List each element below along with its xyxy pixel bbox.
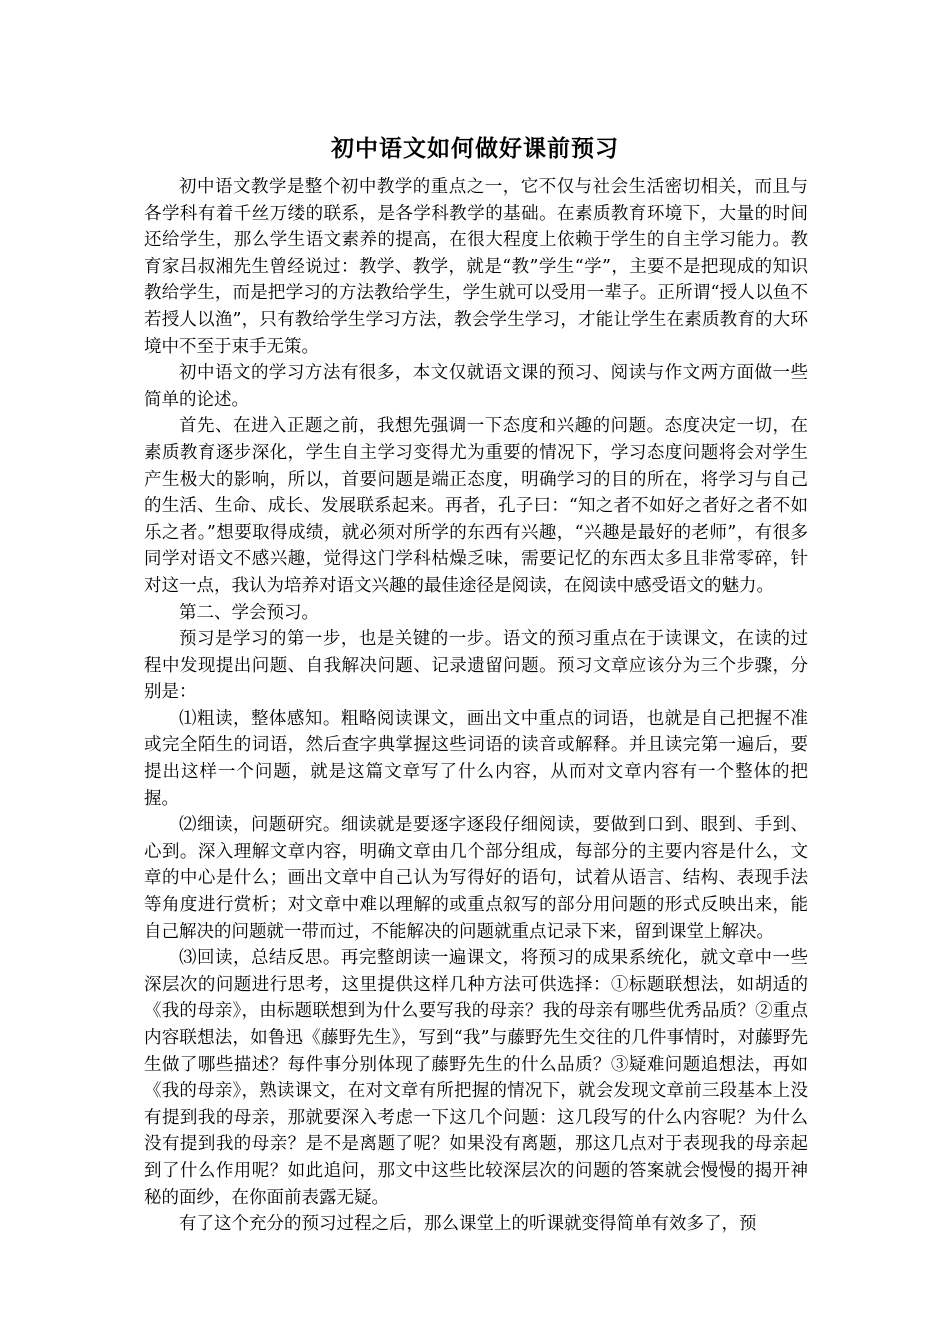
paragraph: ⑵细读，问题研究。细读就是要逐字逐段仔细阅读，要做到口到、眼到、手到、心到。深入理解文章内容，明确文章由几个部分组成，每部分的主要内容是什么，文章的中心是什么；画出文章中自己认为写得好的语句，试着从语言、结构、表现手法等角度进行赏析；对文章中难以理解的或重点叙写的部分用问题的形式反映出来，能自己解决的问题就一带而过，不能解决的问题就重点记录下来，留到课堂上解决。 bbox=[144, 815, 808, 942]
paragraph: ⑴粗读，整体感知。粗略阅读课文，画出文中重点的词语，也就是自己把握不准或完全陌生的词语，然后查字典掌握这些词语的读音或解释。并且读完第一遍后，要提出这样一个问题，就是这篇文章写了什么内容，从而对文章内容有一个整体的把握。 bbox=[144, 708, 808, 809]
paragraph: 预习是学习的第一步，也是关键的一步。语文的预习重点在于读课文，在读的过程中发现提出问题、自我解决问题、记录遗留问题。预习文章应该分为三个步骤，分别是： bbox=[144, 629, 808, 703]
paragraph: 初中语文教学是整个初中教学的重点之一，它不仅与社会生活密切相关，而且与各学科有着千丝万缕的联系，是各学科教学的基础。在素质教育环境下，大量的时间还给学生，那么学生语文素养的提高，在很大程度上依赖于学生的自主学习能力。教育家吕叔湘先生曾经说过：教学、教学，就是“教”学生“学”，主要不是把现成的知识教给学生，而是把学习的方法教给学生，学生就可以受用一辈子。正所谓“授人以鱼不若授人以渔”，只有教给学生学习方法，教会学生学习，才能让学生在素质教育的大环境中不至于束手无策。 bbox=[144, 177, 808, 357]
paragraph: 初中语文的学习方法有很多，本文仅就语文课的预习、阅读与作文两方面做一些简单的论述。 bbox=[144, 363, 808, 410]
paragraph: 有了这个充分的预习过程之后，那么课堂上的听课就变得简单有效多了，预 bbox=[179, 1214, 757, 1235]
paragraph: 首先、在进入正题之前，我想先强调一下态度和兴趣的问题。态度决定一切，在素质教育逐步深化，学生自主学习变得尤为重要的情况下，学习态度问题将会对学生产生极大的影响，所以，首要问题是端正态度，明确学习的目的所在，将学习与自己的生活、生命、成长、发展联系起来。再者，孔子曰：“知之者不如好之者好之者不如乐之者。”想要取得成绩，就必须对所学的东西有兴趣，“兴趣是最好的老师”，有很多同学对语文不感兴趣，觉得这门学科枯燥乏味，需要记忆的东西太多且非常零碎，针对这一点，我认为培养对语文兴趣的最佳途径是阅读，在阅读中感受语文的魅力。 bbox=[144, 416, 808, 596]
document-body bbox=[144, 174, 808, 1238]
document-title: 初中语文如何做好课前预习 bbox=[331, 135, 619, 162]
paragraph: ⑶回读，总结反思。再完整朗读一遍课文，将预习的成果系统化，就文章中一些深层次的问题进行思考，这里提供这样几种方法可供选择：①标题联想法，如胡适的《我的母亲》，由标题联想到为什么要写我的母亲？我的母亲有哪些优秀品质？②重点内容联想法，如鲁迅《藤野先生》，写到“我”与藤野先生交往的几件事情时，对藤野先生做了哪些描述？每件事分别体现了藤野先生的什么品质？③疑难问题追想法，再如《我的母亲》，熟读课文，在对文章有所把握的情况下，就会发现文章前三段基本上没有提到我的母亲，那就要深入考虑一下这几个问题：这几段写的什么内容呢？为什么没有提到我的母亲？是不是离题了呢？如果没有离题，那这几点对于表现我的母亲起到了什么作用呢？如此追问，那文中这些比较深层次的问题的答案就会慢慢的揭开神秘的面纱，在你面前表露无疑。 bbox=[144, 948, 808, 1208]
paragraph: 第二、学会预习。 bbox=[179, 602, 319, 623]
